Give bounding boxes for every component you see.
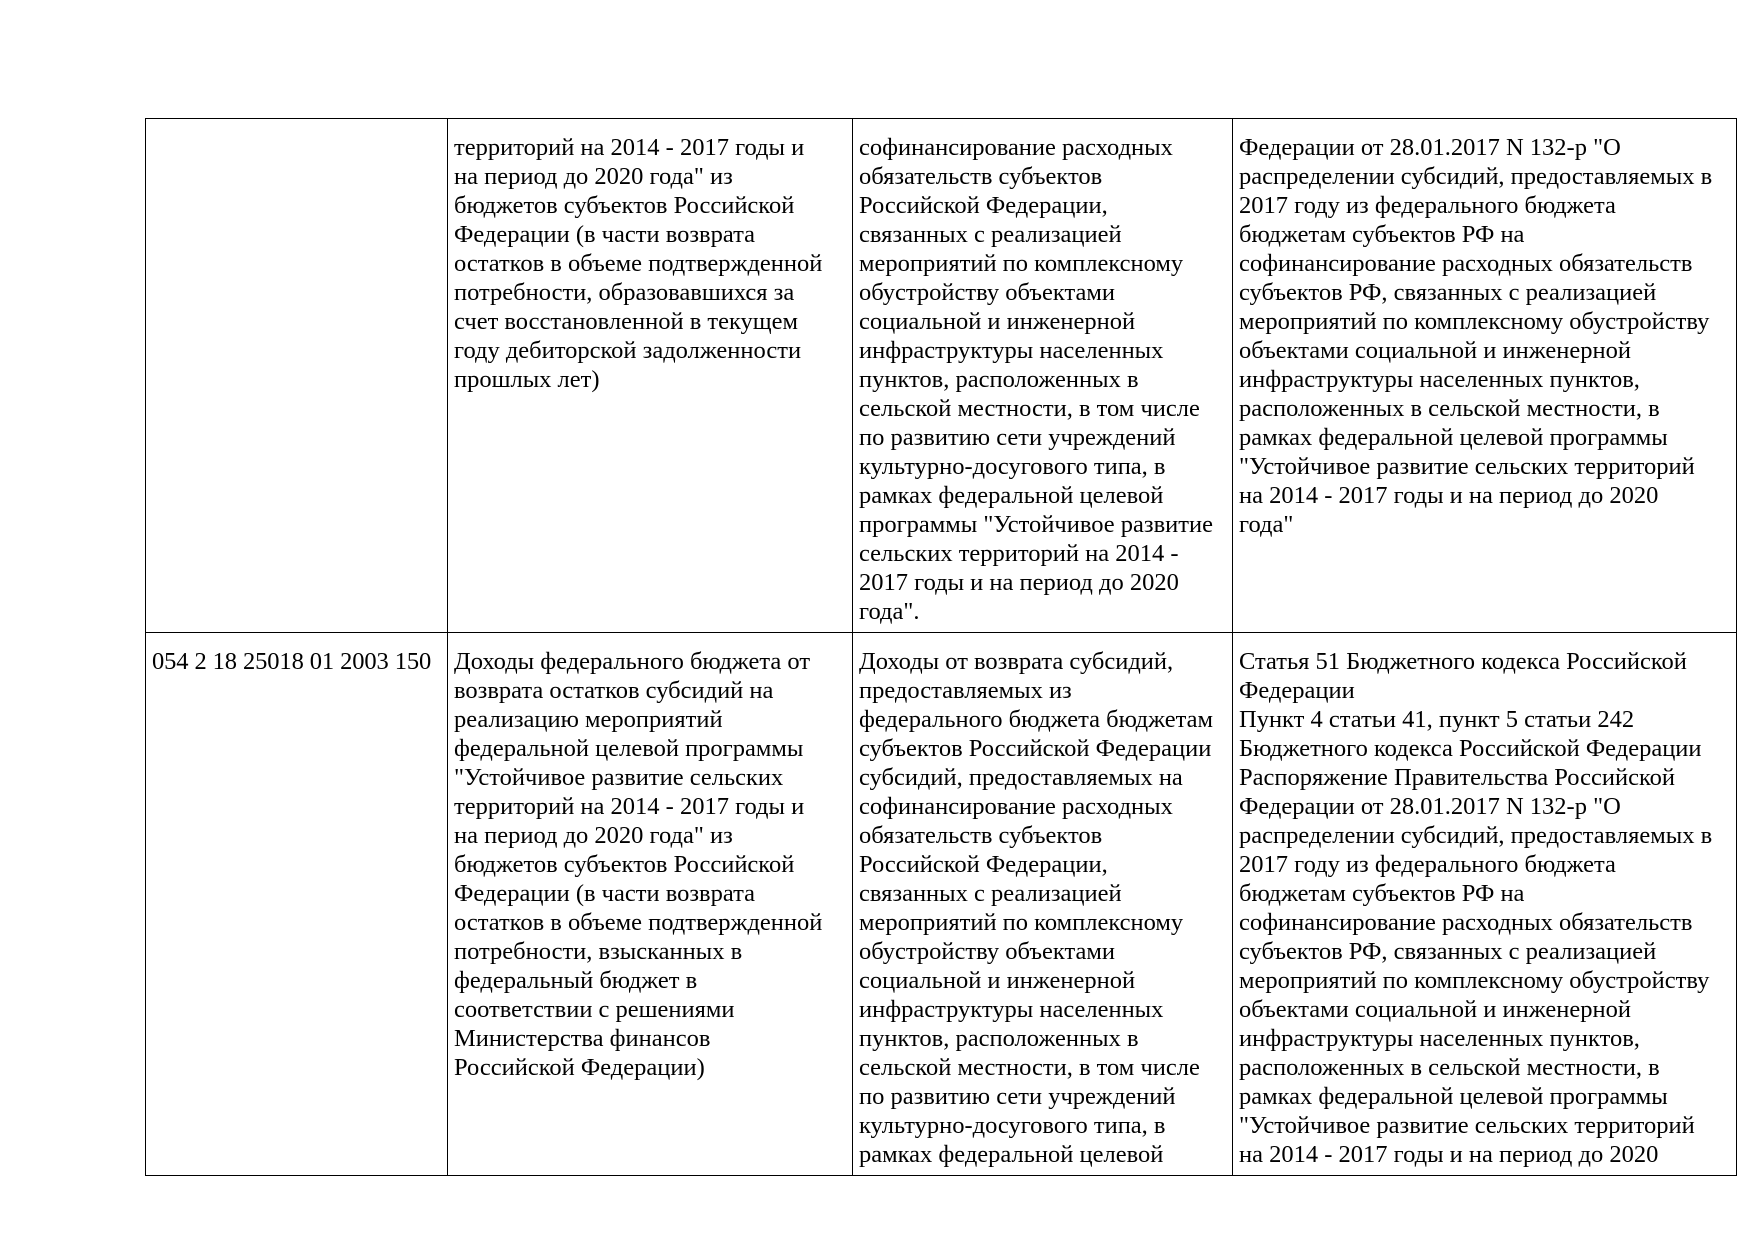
table-row <box>146 633 1737 1176</box>
legal-basis-cell: Федерации от 28.01.2017 N 132-р "О распределении субсидий, предоставляемых в 2017 году из федерального бюджета бюджетам субъектов РФ на софинансирование расходных обязательств субъектов РФ, связанных с реализацией мероприятий по комплексному обустройству объектами социальной и инженерной инфраструктуры населенных пунктов, расположенных в сельской местности, в рамках федеральной целевой программы "Устойчивое развитие сельских территорий на 2014 - 2017 годы и на период до 2020 года" <box>1233 119 1737 633</box>
name-cell: территорий на 2014 - 2017 годы и на период до 2020 года" из бюджетов субъектов Российской Федерации (в части возврата остатков в объеме подтвержденной потребности, образовавшихся за счет восстановленной в текущем году дебиторской задолженности прошлых лет) <box>448 119 853 633</box>
legal-basis-cell: Статья 51 Бюджетного кодекса Российской Федерации Пункт 4 статьи 41, пункт 5 статьи 242 Бюджетного кодекса Российской Федерации Распоряжение Правительства Российской Федерации от 28.01.2017 N 132-р "О распределении субсидий, предоставляемых в 2017 году из федерального бюджета бюджетам субъектов РФ на софинансирование расходных обязательств субъектов РФ, связанных с реализацией мероприятий по комплексному обустройству объектами социальной и инженерной инфраструктуры населенных пунктов, расположенных в сельской местности, в рамках федеральной целевой программы "Устойчивое развитие сельских территорий на 2014 - 2017 годы и на период до 2020 <box>1233 633 1737 1176</box>
revenue-classification-table <box>145 118 1737 1176</box>
description-cell: Доходы от возврата субсидий, предоставляемых из федерального бюджета бюджетам субъектов Российской Федерации субсидий, предоставляемых на софинансирование расходных обязательств субъектов Российской Федерации, связанных с реализацией мероприятий по комплексному обустройству объектами социальной и инженерной инфраструктуры населенных пунктов, расположенных в сельской местности, в том числе по развитию сети учреждений культурно-досугового типа, в рамках федеральной целевой <box>853 633 1233 1176</box>
code-cell: 054 2 18 25018 01 2003 150 <box>146 633 448 1176</box>
description-cell: софинансирование расходных обязательств субъектов Российской Федерации, связанных с реализацией мероприятий по комплексному обустройству объектами социальной и инженерной инфраструктуры населенных пунктов, расположенных в сельской местности, в том числе по развитию сети учреждений культурно-досугового типа, в рамках федеральной целевой программы "Устойчивое развитие сельских территорий на 2014 - 2017 годы и на период до 2020 года". <box>853 119 1233 633</box>
document-page <box>145 118 1736 1176</box>
code-cell <box>146 119 448 633</box>
table-row <box>146 119 1737 633</box>
name-cell: Доходы федерального бюджета от возврата остатков субсидий на реализацию мероприятий федеральной целевой программы "Устойчивое развитие сельских территорий на 2014 - 2017 годы и на период до 2020 года" из бюджетов субъектов Российской Федерации (в части возврата остатков в объеме подтвержденной потребности, взысканных в федеральный бюджет в соответствии с решениями Министерства финансов Российской Федерации) <box>448 633 853 1176</box>
